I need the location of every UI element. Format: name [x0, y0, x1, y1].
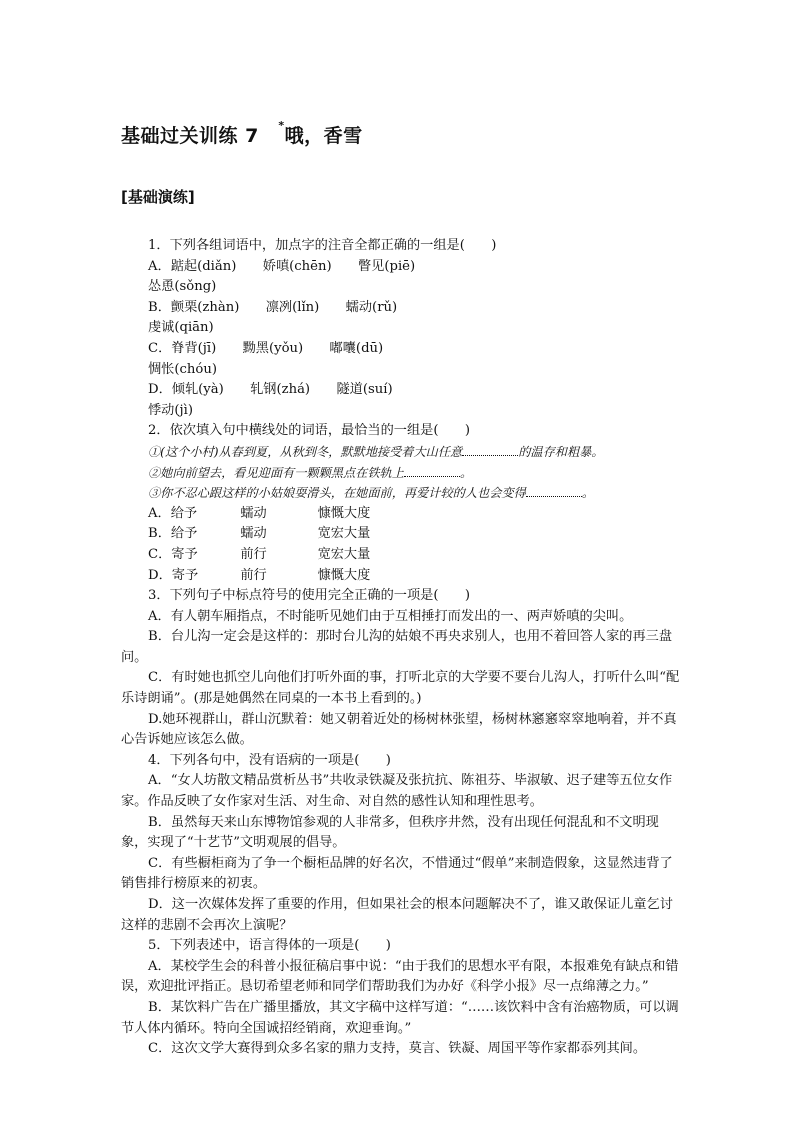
- q3-option-c: C．有时她也抓空儿向他们打听外面的事，打听北京的大学要不要台儿沟人，打听什么叫“配乐诗朗诵”。(那是她偶然在同桌的一本书上看到的。): [121, 670, 680, 707]
- q2-d-word1: D．寄予: [148, 567, 199, 583]
- q1-option-c: C．脊背(jī) 黝黑(yǒu) 嘟囔(dū): [148, 340, 384, 356]
- q2-option-d: [121, 566, 681, 587]
- q2-option-b: [121, 524, 681, 545]
- q1-option-b-cont: 虔诚(qiān): [148, 320, 214, 336]
- q5-option-c: C．这次文学大赛得到众多名家的鼎力支持，莫言、铁凝、周国平等作家都忝列其间。: [148, 1041, 647, 1057]
- q4-option-d: D．这一次媒体发挥了重要的作用，但如果社会的根本问题解决不了，谁又敢保证儿童乞讨这样的悲剧不会再次上演呢？: [121, 897, 673, 933]
- q2-sentence-2: [121, 463, 681, 484]
- title-star: *: [278, 119, 285, 132]
- q2-b-word1: B．给予: [148, 526, 198, 542]
- q2-blank-3: [526, 484, 582, 497]
- q2-s2-end: 。: [459, 465, 473, 480]
- q2-blank-2: [404, 464, 460, 477]
- q4-option-c: C．有些橱柜商为了争一个橱柜品牌的好名次，不惜通过“假单”来制造假象，这显然违背了销售排行榜原来的初衷。: [121, 855, 673, 892]
- q3-option-d: D.她环视群山，群山沉默着：她又朝着近处的杨树林张望，杨树林窸窸窣窣地响着，并不真心告诉她应该怎么做。: [121, 711, 677, 748]
- q1-option-d: D．倾轧(yà) 轧钢(zhá) 隧道(suí): [148, 382, 393, 398]
- q2-sentence-1: [121, 442, 681, 463]
- q2-option-a: [121, 504, 681, 525]
- q2-stem: 2．依次填入句中横线处的词语，最恰当的一组是( ): [148, 423, 470, 439]
- q2-a-word2: 蠕动: [240, 505, 267, 521]
- q2-s1-end: 的温存和粗暴。: [518, 444, 604, 459]
- q2-d-word2: 前行: [240, 567, 267, 583]
- section-heading: [基础演练]: [121, 188, 195, 206]
- q3-option-a: A．有人朝车厢指点，不时能听见她们由于互相捶打而发出的一、两声娇嗔的尖叫。: [148, 608, 633, 624]
- question-list: [121, 236, 681, 1060]
- q2-option-c: [121, 545, 681, 566]
- title-sub: 哦，香雪: [284, 125, 363, 147]
- q2-sentence-3: [121, 483, 681, 504]
- q5-option-a: A．某校学生会的科普小报征稿启事中说：“由于我们的思想水平有限，本报难免有缺点和错误，欢迎批评指正。恳切希望老师和同学们帮助我们为办好《科学小报》尽一点绵薄之力。”: [121, 958, 679, 995]
- q4-option-b: B．虽然每天来山东博物馆参观的人非常多，但秩序井然，没有出现任何混乱和不文明现象，实现了“十艺节”文明观展的倡导。: [121, 814, 659, 851]
- q2-s3-text: ③你不忍心跟这样的小姑娘耍滑头，在她面前，再爱计较的人也会变得: [148, 486, 526, 501]
- q2-b-word3: 宽宏大量: [317, 526, 371, 542]
- q2-a-word3: 慷慨大度: [317, 505, 371, 521]
- q1-stem: 1．下列各组词语中，加点字的注音全都正确的一组是( ): [148, 238, 497, 253]
- q2-b-word2: 蠕动: [240, 526, 267, 542]
- q1-option-c-cont: 惆怅(chóu): [148, 361, 217, 377]
- q1-option-d-cont: 悸动(jì): [148, 402, 193, 418]
- page-title: [121, 121, 363, 148]
- q5-stem: 5．下列表述中，语言得体的一项是( ): [148, 938, 391, 954]
- q4-option-a: A．“女人坊散文精品赏析丛书”共收录铁凝及张抗抗、陈祖芬、毕淑敏、迟子建等五位女作家。作品反映了女作家对生活、对生命、对自然的感性认知和理性思考。: [121, 773, 673, 810]
- q2-d-word3: 慷慨大度: [317, 567, 371, 583]
- q2-c-word3: 宽宏大量: [317, 546, 371, 562]
- q2-blank-1: [462, 443, 518, 456]
- q4-stem: 4．下列各句中，没有语病的一项是( ): [148, 752, 391, 768]
- q3-option-b: B．台儿沟一定会是这样的：那时台儿沟的姑娘不再央求别人，也用不着回答人家的再三盘问。: [121, 629, 672, 665]
- title-main: 基础过关训练 7: [121, 125, 259, 147]
- q2-s3-end: 。: [581, 486, 594, 501]
- q2-s1-text: ①(这个小村)从春到夏，从秋到冬，默默地接受着大山任意: [148, 444, 463, 459]
- q3-stem: 3．下列句子中标点符号的使用完全正确的一项是( ): [148, 588, 470, 604]
- q1-option-a-cont: 怂恿(sǒng): [148, 279, 217, 295]
- q1-option-a: A．踮起(diǎn) 娇嗔(chēn) 瞥见(piē): [148, 258, 416, 274]
- q2-c-word2: 前行: [240, 546, 267, 562]
- q5-option-b: B．某饮料广告在广播里播放，其文字稿中这样写道：“……该饮料中含有治癌物质，可以调节人体内循环。特向全国诚招经销商，欢迎垂询。”: [121, 999, 679, 1036]
- q2-s2-text: ②她向前望去，看见迎面有一颗颗黑点在铁轨上: [148, 465, 404, 480]
- q2-c-word1: C．寄予: [148, 546, 198, 562]
- q2-a-word1: A．给予: [148, 505, 198, 521]
- q1-option-b: B．颤栗(zhàn) 凛冽(lǐn) 蠕动(rǔ): [148, 299, 398, 315]
